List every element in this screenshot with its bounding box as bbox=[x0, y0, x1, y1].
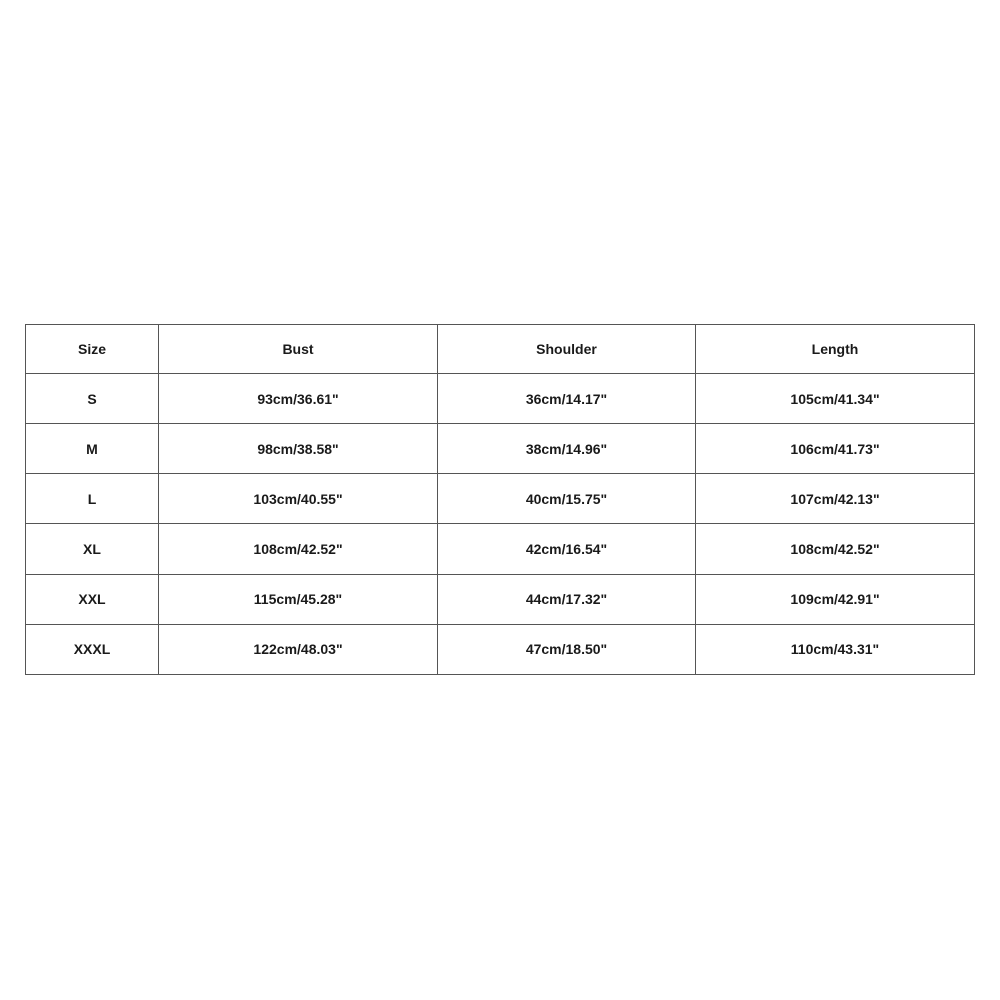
header-shoulder: Shoulder bbox=[438, 325, 696, 374]
cell-length: 108cm/42.52" bbox=[696, 524, 975, 574]
header-length: Length bbox=[696, 325, 975, 374]
cell-size: M bbox=[26, 424, 159, 474]
table-header-row bbox=[26, 325, 975, 374]
table-row bbox=[26, 624, 975, 674]
cell-length: 110cm/43.31" bbox=[696, 624, 975, 674]
table-row bbox=[26, 374, 975, 424]
cell-length: 109cm/42.91" bbox=[696, 574, 975, 624]
cell-length: 106cm/41.73" bbox=[696, 424, 975, 474]
cell-length: 105cm/41.34" bbox=[696, 374, 975, 424]
table-row bbox=[26, 524, 975, 574]
cell-length: 107cm/42.13" bbox=[696, 474, 975, 524]
cell-shoulder: 44cm/17.32" bbox=[438, 574, 696, 624]
table-row bbox=[26, 574, 975, 624]
size-chart-table bbox=[25, 324, 975, 675]
cell-size: S bbox=[26, 374, 159, 424]
cell-bust: 103cm/40.55" bbox=[159, 474, 438, 524]
cell-size: L bbox=[26, 474, 159, 524]
cell-bust: 98cm/38.58" bbox=[159, 424, 438, 474]
cell-shoulder: 40cm/15.75" bbox=[438, 474, 696, 524]
cell-bust: 93cm/36.61" bbox=[159, 374, 438, 424]
cell-shoulder: 42cm/16.54" bbox=[438, 524, 696, 574]
cell-size: XXL bbox=[26, 574, 159, 624]
cell-shoulder: 36cm/14.17" bbox=[438, 374, 696, 424]
header-bust: Bust bbox=[159, 325, 438, 374]
table-row bbox=[26, 474, 975, 524]
cell-bust: 108cm/42.52" bbox=[159, 524, 438, 574]
cell-bust: 122cm/48.03" bbox=[159, 624, 438, 674]
cell-bust: 115cm/45.28" bbox=[159, 574, 438, 624]
cell-shoulder: 47cm/18.50" bbox=[438, 624, 696, 674]
cell-shoulder: 38cm/14.96" bbox=[438, 424, 696, 474]
header-size: Size bbox=[26, 325, 159, 374]
table-row bbox=[26, 424, 975, 474]
cell-size: XL bbox=[26, 524, 159, 574]
cell-size: XXXL bbox=[26, 624, 159, 674]
